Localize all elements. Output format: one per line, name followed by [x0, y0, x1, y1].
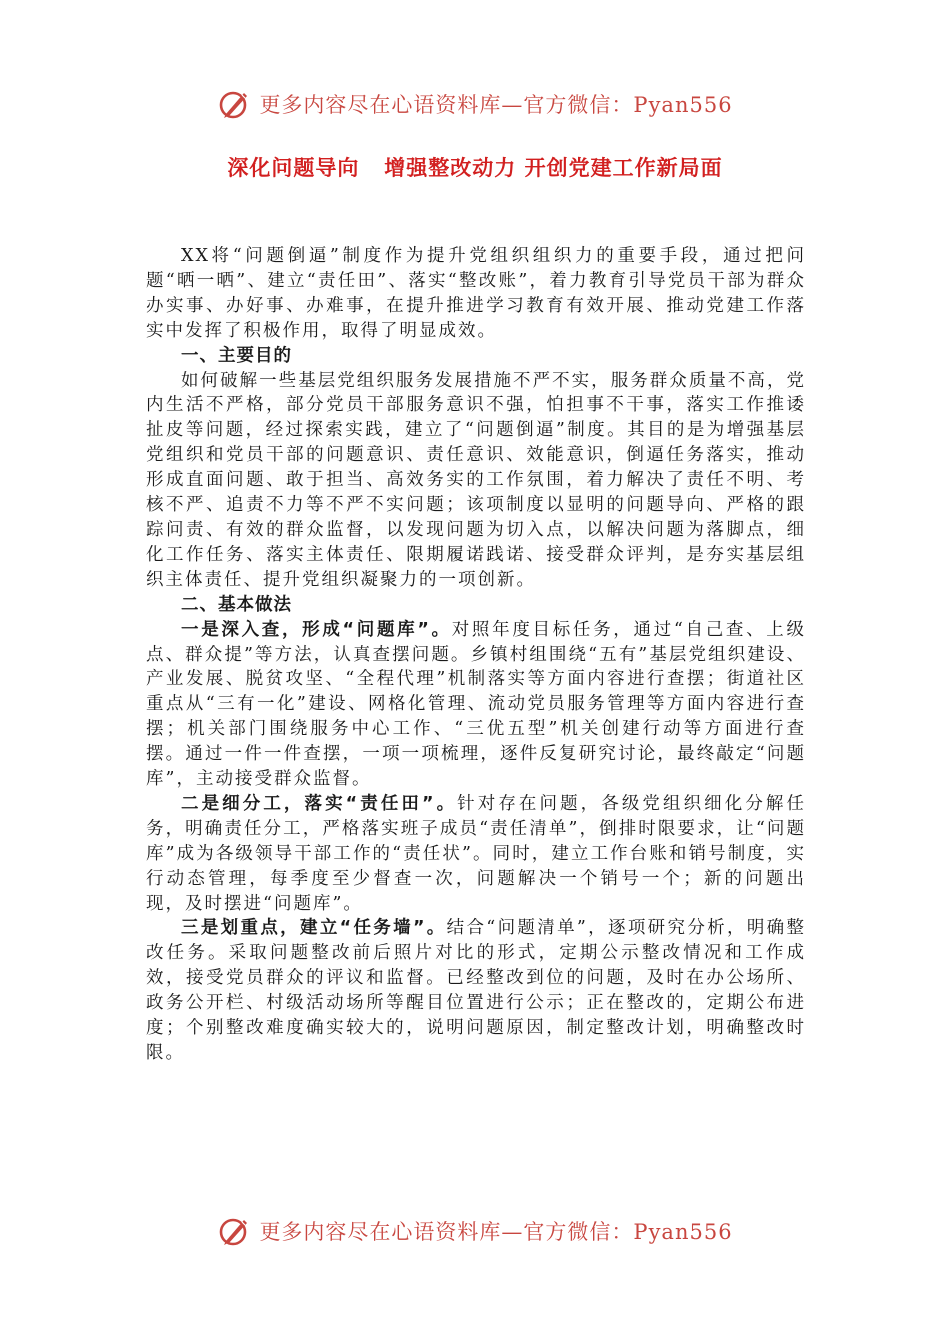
intro-paragraph: XX将“问题倒逼”制度作为提升党组织组织力的重要手段，通过把问题“晒一晒”、建立“责任田”、落实“整改账”，着力教育引导党员干部为群众办实事、办好事、办难事，在提升推进学习教育有效开展、推动党建工作落实中发挥了积极作用，取得了明显成效。: [146, 246, 806, 341]
watermark-text: 更多内容尽在心语资料库—官方微信：Pyan556: [259, 93, 733, 117]
method-paragraph-3: [146, 916, 806, 1065]
pen-circle-logo-icon: [217, 87, 251, 121]
method-lead-2: 二是细分工，落实“责任田”。: [181, 793, 458, 814]
section-heading-methods: 二、基本做法: [181, 594, 292, 615]
method-lead-3: 三是划重点，建立“任务墙”。: [181, 918, 447, 939]
method-body-2: 针对存在问题，各级党组织细化分解任务，明确责任分工，严格落实班子成员“责任清单”，倒排时限要求，让“问题库”成为各级领导干部工作的“责任状”。同时，建立工作台账和销号制度，实行动态管理，每季度至少督查一次，问题解决一个销号一个；新的问题出现，及时摆进“问题库”。: [146, 793, 806, 914]
method-paragraph-1: [146, 618, 806, 792]
document-title: 深化问题导向 增强整改动力 开创党建工作新局面: [227, 156, 723, 180]
document-body: [146, 244, 806, 1066]
method-paragraph-2: [146, 792, 806, 917]
method-body-1: 对照年度目标任务，通过“自己查、上级点、群众提”等方法，认真查摆问题。乡镇村组围绕“五有”基层党组织建设、产业发展、脱贫攻坚、“全程代理”机制落实等方面内容进行查摆；街道社区重点从“三有一化”建设、网格化管理、流动党员服务管理等方面内容进行查摆；机关部门围绕服务中心工作、“三优五型”机关创建行动等方面进行查摆。通过一件一件查摆，一项一项梳理，逐件反复研究讨论，最终敲定“问题库”，主动接受群众监督。: [146, 619, 806, 790]
footer-watermark: [0, 1211, 950, 1251]
method-body-3: 结合“问题清单”，逐项研究分析，明确整改任务。采取问题整改前后照片对比的形式，定期公示整改情况和工作成效，接受党员群众的评议和监督。已经整改到位的问题，及时在办公场所、政务公开栏、村级活动场所等醒目位置进行公示；正在整改的，定期公布进度；个别整改难度确实较大的，说明问题原因，制定整改计划，明确整改时限。: [146, 918, 806, 1063]
section-heading-purpose: 一、主要目的: [181, 345, 292, 366]
purpose-paragraph: 如何破解一些基层党组织服务发展措施不严不实，服务群众质量不高，党内生活不严格，部分党员干部服务意识不强，怕担事不干事，落实工作推诿扯皮等问题，经过探索实践，建立了“问题倒逼”制度。其目的是为增强基层党组织和党员干部的问题意识、责任意识、效能意识，倒逼任务落实，推动形成直面问题、敢于担当、高效务实的工作氛围，着力解决了责任不明、考核不严、追责不力等不严不实问题；该项制度以显明的问题导向、严格的跟踪问责、有效的群众监督，以发现问题为切入点，以解决问题为落脚点，细化工作任务、落实主体责任、限期履诺践诺、接受群众评判，是夯实基层组织主体责任、提升党组织凝聚力的一项创新。: [146, 370, 806, 590]
watermark-text: 更多内容尽在心语资料库—官方微信：Pyan556: [259, 1220, 733, 1244]
method-lead-1: 一是深入查，形成“问题库”。: [181, 619, 452, 640]
header-watermark: [0, 84, 950, 124]
pen-circle-logo-icon: [217, 1214, 251, 1248]
